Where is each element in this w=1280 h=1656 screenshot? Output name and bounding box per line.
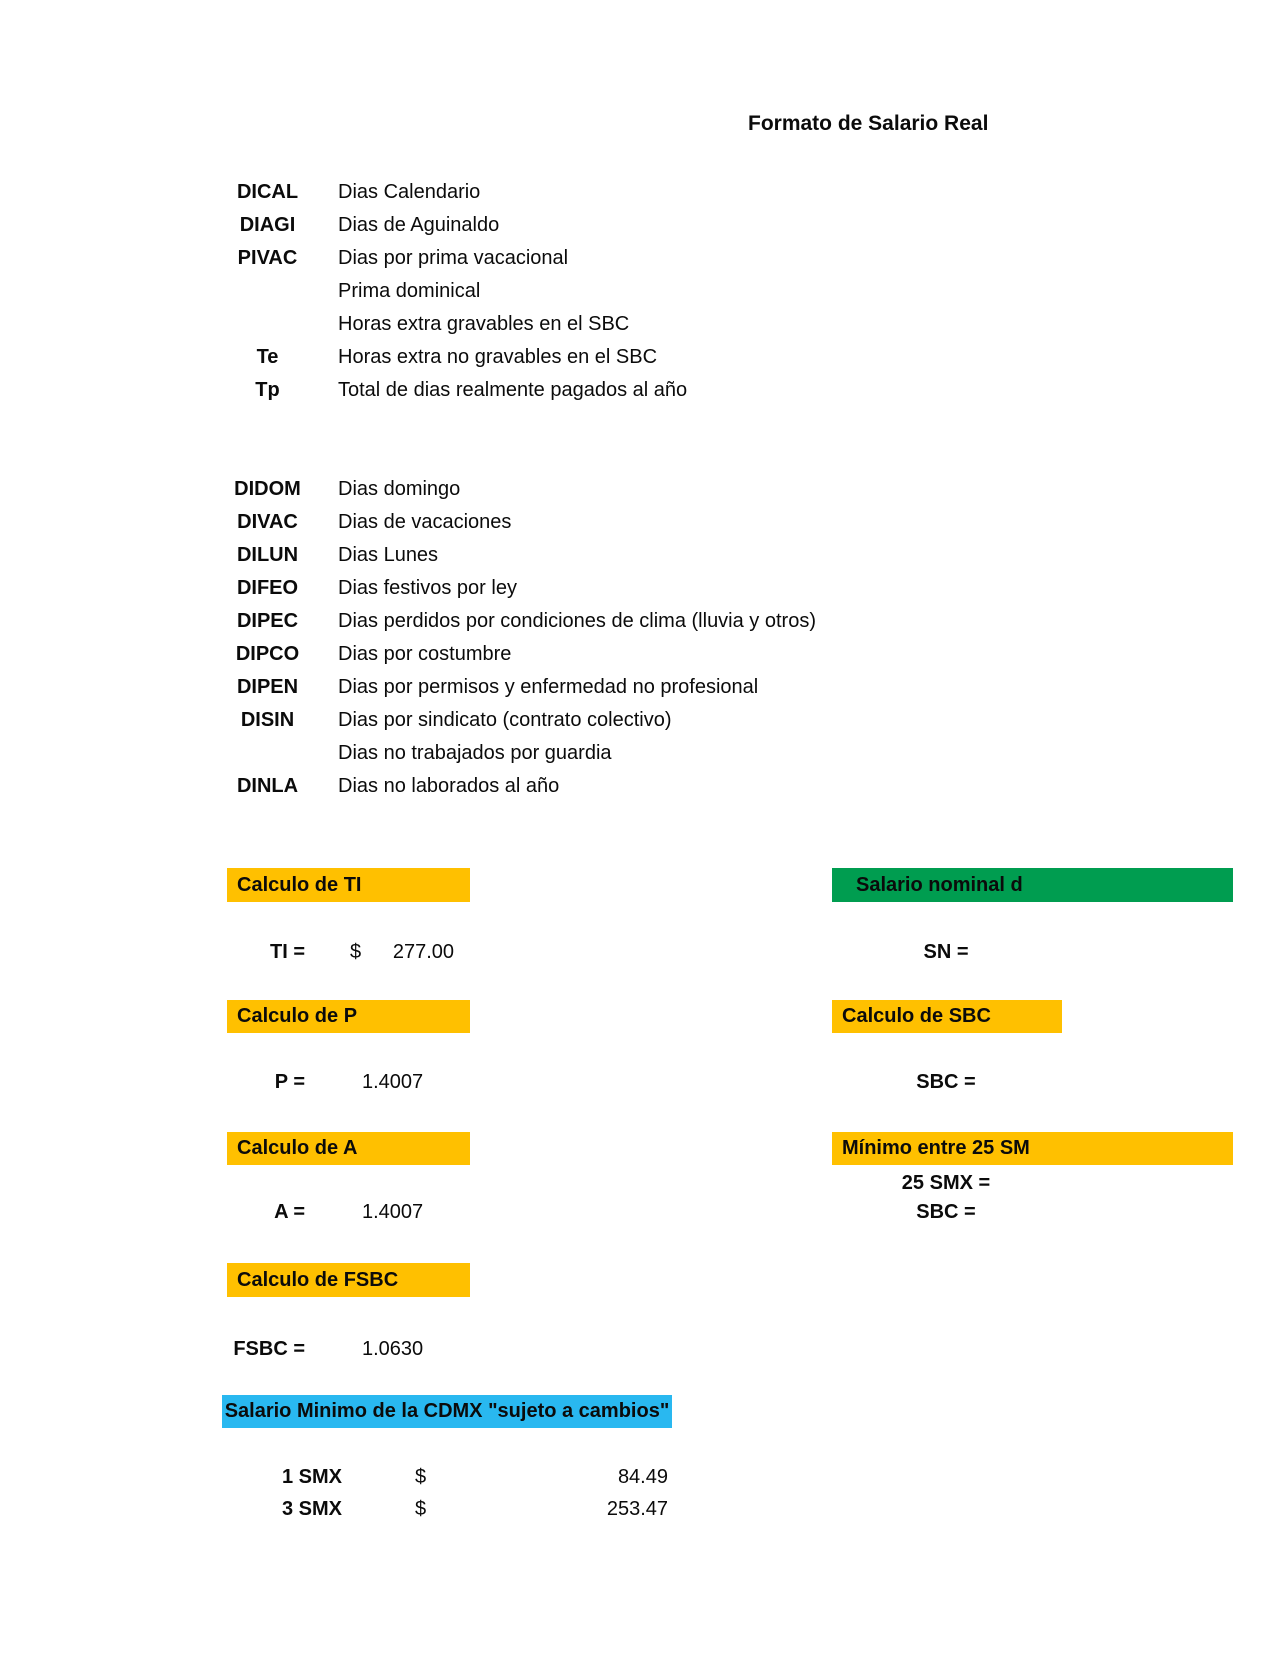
- abbreviation-description: Dias por prima vacacional: [338, 247, 569, 269]
- abbreviation-description: Dias festivos por ley: [338, 577, 517, 599]
- smx1-value-cell[interactable]: [415, 1461, 668, 1494]
- header-calculo-fsbc: Calculo de FSBC: [227, 1263, 470, 1297]
- glossary-row: [205, 704, 816, 737]
- abbreviation-description: Prima dominical: [338, 280, 481, 302]
- sbc2-label: SBC =: [916, 1201, 976, 1223]
- header-calculo-p: Calculo de P: [227, 1000, 470, 1033]
- glossary-row: [205, 539, 816, 572]
- header-calculo-sbc: Calculo de SBC: [832, 1000, 1062, 1033]
- glossary-row: [205, 275, 687, 308]
- p-label: P =: [274, 1071, 305, 1093]
- smx3-value: 253.47: [606, 1498, 668, 1520]
- header-calculo-ti: Calculo de TI: [227, 868, 470, 902]
- glossary-row: [205, 671, 816, 704]
- row-fsbc: [0, 1333, 1280, 1366]
- abbreviation-description: Total de dias realmente pagados al año: [338, 379, 688, 401]
- glossary-row: [205, 209, 687, 242]
- p-value[interactable]: 1.4007: [362, 1071, 424, 1093]
- abbreviation-term: DIPEN: [236, 676, 299, 698]
- header-salario-minimo-cdmx: Salario Minimo de la CDMX "sujeto a cambios": [222, 1395, 672, 1428]
- glossary-bottom-list: [205, 473, 816, 803]
- abbreviation-term: DISIN: [240, 709, 295, 731]
- abbreviation-term: DIDOM: [234, 478, 301, 500]
- glossary-row: [205, 341, 687, 374]
- glossary-row: [205, 374, 687, 407]
- abbreviation-description: Dias Lunes: [338, 544, 439, 566]
- abbreviation-description: Dias por permisos y enfermedad no profesional: [338, 676, 759, 698]
- abbreviation-term: DIVAC: [237, 511, 298, 533]
- header-salario-nominal: Salario nominal d: [832, 868, 1233, 902]
- abbreviation-term: Tp: [255, 379, 280, 401]
- abbreviation-description: Horas extra gravables en el SBC: [338, 313, 630, 335]
- fsbc-value[interactable]: 1.0630: [362, 1338, 424, 1360]
- glossary-row: [205, 506, 816, 539]
- abbreviation-description: Dias no laborados al año: [338, 775, 560, 797]
- glossary-top-list: [205, 176, 687, 407]
- ti-value-cell[interactable]: [350, 936, 454, 969]
- header-minimo-25sm: Mínimo entre 25 SM: [832, 1132, 1233, 1165]
- smx3-value-cell[interactable]: [415, 1493, 668, 1526]
- glossary-row: [205, 176, 687, 209]
- abbreviation-description: Dias domingo: [338, 478, 461, 500]
- glossary-row: [205, 638, 816, 671]
- row-p: [0, 1066, 1280, 1099]
- smx1-value: 84.49: [617, 1466, 668, 1488]
- abbreviation-description: Dias por costumbre: [338, 643, 512, 665]
- ti-value: 277.00: [392, 941, 454, 963]
- row-3smx: [0, 1493, 1280, 1526]
- abbreviation-term: DIPEC: [236, 610, 299, 632]
- currency-symbol: $: [350, 941, 362, 963]
- sbc-label: SBC =: [916, 1071, 976, 1093]
- glossary-row: [205, 308, 687, 341]
- abbreviation-term: DIAGI: [239, 214, 296, 236]
- a-label: A =: [274, 1201, 305, 1223]
- row-ti: [0, 936, 1280, 969]
- abbreviation-term: PIVAC: [237, 247, 298, 269]
- abbreviation-term: DICAL: [236, 181, 299, 203]
- currency-symbol: $: [415, 1466, 427, 1488]
- glossary-row: [205, 770, 816, 803]
- ti-label: TI =: [269, 941, 305, 963]
- header-calculo-a: Calculo de A: [227, 1132, 470, 1165]
- fsbc-label: FSBC =: [233, 1338, 305, 1360]
- a-value[interactable]: 1.4007: [362, 1201, 424, 1223]
- glossary-row: [205, 572, 816, 605]
- abbreviation-description: Horas extra no gravables en el SBC: [338, 346, 658, 368]
- glossary-row: [205, 605, 816, 638]
- abbreviation-term: DIFEO: [236, 577, 299, 599]
- abbreviation-description: Dias perdidos por condiciones de clima (lluvia y otros): [338, 610, 816, 632]
- row-1smx: [0, 1461, 1280, 1494]
- glossary-row: [205, 242, 687, 275]
- abbreviation-description: Dias por sindicato (contrato colectivo): [338, 709, 672, 731]
- smx25-label: 25 SMX =: [901, 1172, 991, 1194]
- abbreviation-term: DILUN: [236, 544, 299, 566]
- abbreviation-description: Dias de vacaciones: [338, 511, 512, 533]
- abbreviation-term: DIPCO: [235, 643, 300, 665]
- page-title: Formato de Salario Real: [748, 112, 989, 135]
- smx3-label: 3 SMX: [281, 1498, 342, 1520]
- glossary-row: [205, 473, 816, 506]
- abbreviation-term: DINLA: [236, 775, 299, 797]
- abbreviation-description: Dias de Aguinaldo: [338, 214, 500, 236]
- abbreviation-term: Te: [256, 346, 279, 368]
- currency-symbol: $: [415, 1498, 427, 1520]
- abbreviation-description: Dias Calendario: [338, 181, 481, 203]
- smx1-label: 1 SMX: [281, 1466, 342, 1488]
- row-a: [0, 1196, 1280, 1229]
- sn-label: SN =: [923, 941, 969, 963]
- abbreviation-description: Dias no trabajados por guardia: [338, 742, 612, 764]
- glossary-row: [205, 737, 816, 770]
